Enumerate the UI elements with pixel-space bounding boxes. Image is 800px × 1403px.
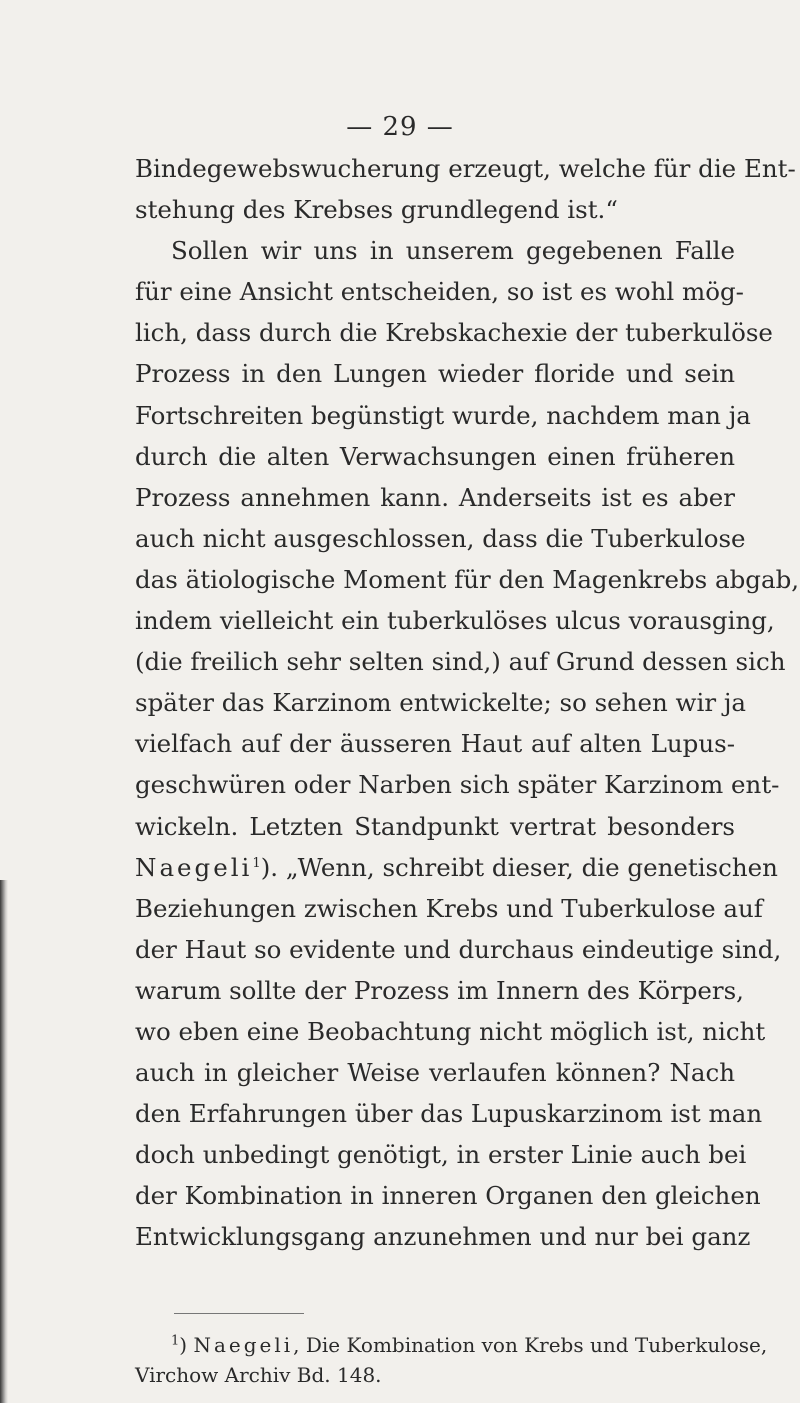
text-line: indem vielleicht ein tuberkulöses ulcus vorausging,	[135, 606, 775, 636]
text-line: Beziehungen zwischen Krebs und Tuberkulose auf	[135, 893, 763, 923]
text-line: lich, dass durch die Krebskachexie der tuberkulöse	[135, 318, 773, 348]
text-line: wickeln. Letzten Standpunkt vertrat besonders	[135, 811, 735, 841]
text-line: später das Karzinom entwickelte; so sehen wir ja	[135, 688, 747, 718]
footnote-line	[135, 1330, 768, 1360]
text-line: (die freilich sehr selten sind,) auf Grund dessen sich	[135, 647, 786, 677]
body-text	[135, 148, 800, 1258]
binding-shadow	[0, 880, 8, 1403]
text-line: Prozess in den Lungen wieder floride und sein	[135, 359, 735, 389]
page-number: — 29 —	[346, 112, 454, 142]
text-line: Fortschreiten begünstigt wurde, nachdem man ja	[135, 400, 751, 430]
footnote-line: Virchow Archiv Bd. 148.	[135, 1363, 382, 1387]
text-line: Prozess annehmen kann. Anderseits ist es aber	[135, 482, 735, 512]
footnote-author: Naegeli	[193, 1333, 294, 1357]
text-line: wo eben eine Beobachtung nicht möglich ist, nicht	[135, 1016, 766, 1046]
footnote-number: 1	[171, 1333, 180, 1349]
footnote-text: , Die Kombination von Krebs und Tuberkulose,	[293, 1333, 768, 1357]
text-line: für eine Ansicht entscheiden, so ist es wohl mög-	[135, 277, 744, 307]
footnote-paren: )	[179, 1333, 194, 1357]
footnote-divider	[174, 1313, 304, 1314]
text-line: geschwüren oder Narben sich später Karzinom ent-	[135, 770, 780, 800]
text-line: Bindegewebswucherung erzeugt, welche für die Ent-	[135, 154, 796, 183]
text-line: Sollen wir uns in unserem gegebenen Falle	[171, 236, 735, 266]
text-line: auch nicht ausgeschlossen, dass die Tuberkulose	[135, 523, 746, 553]
footnote	[135, 1330, 768, 1390]
text-line: das ätiologische Moment für den Magenkrebs abgab,	[135, 564, 800, 594]
text-line: doch unbedingt genötigt, in erster Linie auch bei	[135, 1140, 747, 1170]
text-line: vielfach auf der äusseren Haut auf alten Lupus-	[135, 729, 735, 759]
text-line: auch in gleicher Weise verlaufen können? Nach	[135, 1058, 735, 1088]
text-line-citation	[135, 847, 778, 888]
cited-author: Naegeli	[135, 852, 253, 882]
text-line: warum sollte der Prozess im Innern des Körpers,	[135, 975, 744, 1005]
text-line: den Erfahrungen über das Lupuskarzinom ist man	[135, 1099, 763, 1129]
text-line: der Haut so evidente und durchaus eindeutige sind,	[135, 934, 782, 964]
citation-rest: ). „Wenn, schreibt dieser, die genetischen	[260, 852, 778, 882]
text-line: Entwicklungsgang anzunehmen und nur bei ganz	[135, 1222, 751, 1252]
text-line: stehung des Krebses grundlegend ist.“	[135, 195, 618, 225]
footnote-ref: 1	[252, 855, 261, 871]
text-line: durch die alten Verwachsungen einen früheren	[135, 441, 735, 471]
text-line: der Kombination in inneren Organen den gleichen	[135, 1181, 761, 1211]
